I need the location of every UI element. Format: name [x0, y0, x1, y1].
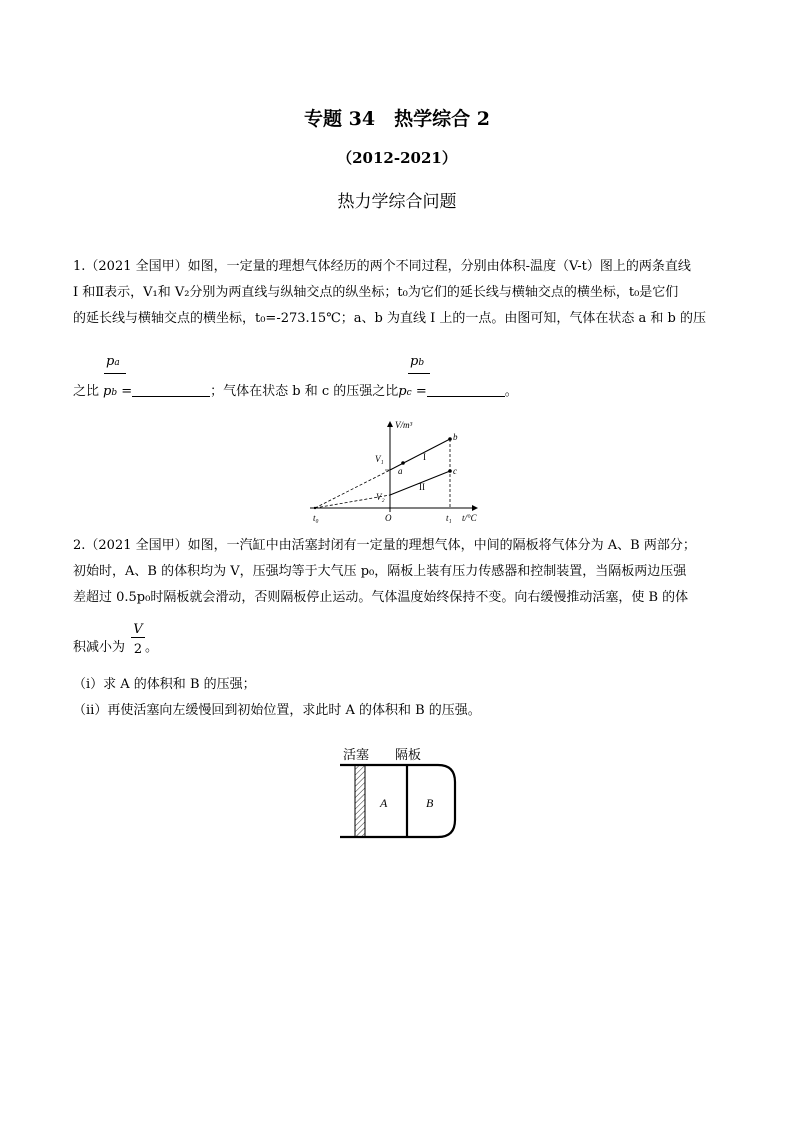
point-c: [448, 469, 452, 473]
t0-label: t₀: [313, 513, 319, 523]
y-axis-label: V/m³: [395, 420, 413, 430]
q1-line-2: I 和Ⅱ表示，V₁和 V₂分别为两直线与纵轴交点的纵坐标；t₀为它们的延长线与横轴交点的横坐标，t₀是它们: [73, 285, 679, 300]
region-a-label: A: [380, 796, 388, 810]
q1-frac1-bar: [104, 373, 126, 374]
line-i-label: I: [423, 452, 426, 462]
point-a-label: a: [398, 466, 403, 476]
t1-label: t₁: [446, 513, 452, 523]
point-a: [401, 461, 405, 465]
q1-line-1: 1.（2021 全国甲）如图，一定量的理想气体经历的两个不同过程，分别由体积-温度（V-t）图上的两条直线: [73, 259, 691, 274]
q1-frac2-bar: [408, 373, 430, 374]
q1-answer-blank-2[interactable]: [427, 381, 505, 397]
question-1: [73, 254, 723, 332]
section-subtitle: 热力学综合问题: [337, 192, 457, 212]
line-i-extension: [315, 470, 390, 508]
q1-frac1-numerator: pa: [106, 354, 120, 369]
q2-line-3: 差超过 0.5p₀时隔板就会滑动，否则隔板停止运动。气体温度始终保持不变。向右缓慢推动活塞，使 B 的体: [73, 590, 689, 605]
q1-frac2-denominator: pc: [398, 384, 412, 399]
page-title: 专题 34 热学综合 2: [304, 108, 490, 130]
q2-line-2: 初始时，A、B 的体积均为 V，压强均等于大气压 p₀，隔板上装有压力传感器和控制装置，当隔板两边压强: [73, 564, 687, 579]
point-c-label: c: [453, 466, 457, 476]
q1-ratio-mid: ；气体在状态 b 和 c 的压强之比: [210, 384, 399, 399]
year-range: （2012-2021）: [337, 149, 457, 167]
q2-frac-numerator: V: [131, 622, 145, 638]
q2-parts: [73, 672, 723, 724]
point-b-label: b: [453, 432, 458, 442]
q2-line-1: 2.（2021 全国甲）如图，一汽缸中由活塞封闭有一定量的理想气体，中间的隔板将气体分为 A、B 两部分；: [73, 538, 696, 553]
q1-ratio-prefix: 之比: [73, 384, 100, 399]
point-b: [448, 437, 452, 441]
origin-label: O: [385, 513, 392, 523]
cylinder-diagram: [335, 744, 465, 844]
piston: [355, 765, 365, 837]
question-2: [73, 533, 723, 611]
vt-graph: [305, 412, 495, 527]
q1-frac2-numerator: pb: [410, 354, 425, 369]
partition-label: 隔板: [395, 747, 422, 762]
q1-line-3: 的延长线与横轴交点的横坐标，t₀=-273.15℃；a、b 为直线 I 上的一点。由图可知，气体在状态 a 和 b 的压: [73, 311, 706, 326]
region-b-label: B: [426, 796, 434, 810]
q2-part-1: （i）求 A 的体积和 B 的压强；: [73, 677, 256, 692]
q1-frac1-denominator: pb: [103, 384, 118, 399]
v2-label: V₂: [376, 492, 385, 502]
q2-frac-denominator: 2: [133, 642, 143, 657]
q1-answer-blank-1[interactable]: [132, 381, 210, 397]
v1-label: V₁: [375, 454, 384, 464]
piston-label: 活塞: [343, 747, 370, 762]
x-axis-label: t/°C: [462, 513, 477, 523]
q1-answer-line: 之比 pb = ；气体在状态 b 和 c 的压强之比pc = 。: [73, 379, 723, 405]
q2-part-2: （ⅱ）再使活塞向左缓慢回到初始位置，求此时 A 的体积和 B 的压强。: [73, 703, 481, 718]
line-ii-label: II: [419, 482, 425, 492]
